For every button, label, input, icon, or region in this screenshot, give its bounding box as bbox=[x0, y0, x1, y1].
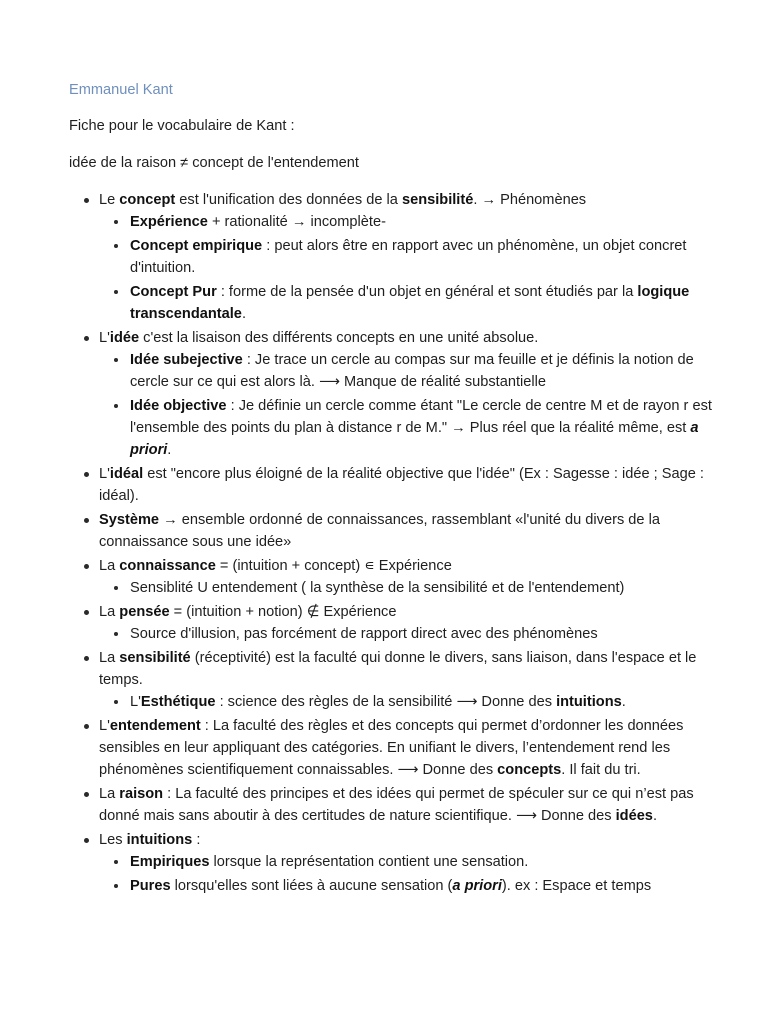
list-item-systeme: Système → ensemble ordonné de connaissances, rassemblant «l'unité du divers de la connaissance sous une idée» bbox=[69, 509, 728, 553]
list-item-connaissance: La connaissance = (intuition + concept) ∊ Expérience Sensiblité U entendement ( la synthèse de la sensibilité et de l'entendement) bbox=[69, 555, 728, 599]
list-item-pures: Pures lorsqu'elles sont liées à aucune sensation (a priori). ex : Espace et temps bbox=[99, 875, 728, 897]
vocabulary-list bbox=[69, 189, 728, 897]
list-item-sensibilite: La sensibilité (réceptivité) est la faculté qui donne le divers, sans liaison, dans l'espace et le temps. L'Esthétique : science des règles de la sensibilité ⟶ Donne des intuitions. bbox=[69, 647, 728, 713]
list-item-concept-empirique: Concept empirique : peut alors être en rapport avec un phénomène, un objet concret d'intuition. bbox=[99, 235, 728, 279]
list-item-empiriques: Empiriques lorsque la représentation contient une sensation. bbox=[99, 851, 728, 873]
list-item-raison: La raison : La faculté des principes et des idées qui permet de spéculer sur ce qui n’est pas donné mais sans aboutir à des certitudes de nature scientifique. ⟶ Donne des idées. bbox=[69, 783, 728, 827]
subtitle-text: idée de la raison ≠ concept de l'entendement bbox=[69, 155, 359, 171]
list-item-concept-pur: Concept Pur : forme de la pensée d'un objet en général et sont étudiés par la logique transcendantale. bbox=[99, 281, 728, 325]
pensee-sublist bbox=[99, 623, 728, 645]
list-item-ideal: L'idéal est "encore plus éloigné de la réalité objective que l'idée" (Ex : Sagesse : idée ; Sage : idéal). bbox=[69, 463, 728, 507]
list-item-entendement: L'entendement : La faculté des règles et des concepts qui permet d’ordonner les données sensibles en leur appliquant des catégories. En unifiant le divers, l’entendement rend les phénomènes scientifiquement connaissables. ⟶ Donne des concepts. Il fait du tri. bbox=[69, 715, 728, 781]
list-item-idee-subjective: Idée subejective : Je trace un cercle au compas sur ma feuille et je définis la notion de cercle sur ce qui est alors là. ⟶ Manque de réalité substantielle bbox=[99, 349, 728, 393]
list-item-idee-objective: Idée objective : Je définie un cercle comme étant "Le cercle de centre M et de rayon r est l'ensemble des points du plan à distance r de M." → Plus réel que la réalité même, est a priori. bbox=[99, 395, 728, 461]
list-item-esthetique: L'Esthétique : science des règles de la sensibilité ⟶ Donne des intuitions. bbox=[99, 691, 728, 713]
list-item-sensiblite-entendement: Sensiblité U entendement ( la synthèse de la sensibilité et de l'entendement) bbox=[99, 577, 728, 599]
list-item-intuitions: Les intuitions : Empiriques lorsque la représentation contient une sensation. Pures lorsqu'elles sont liées à aucune sensation (a priori). ex : Espace et temps bbox=[69, 829, 728, 897]
sensibilite-sublist bbox=[99, 691, 728, 713]
list-item-concept: Le concept est l'unification des données de la sensibilité. → Phénomènes Expérience + rationalité → incomplète- Concept empirique : peut alors être en rapport avec un phénomène, un objet concret d'intuition. Concept Pur : forme de la pensée d'un objet en général et sont étudiés par la logique transcendantale. bbox=[69, 189, 728, 325]
list-item-pensee: La pensée = (intuition + notion) ∉ Expérience Source d'illusion, pas forcément de rapport direct avec des phénomènes bbox=[69, 601, 728, 645]
author-name: Emmanuel Kant bbox=[69, 82, 173, 98]
list-item-idee: L'idée c'est la lisaison des différents concepts en une unité absolue. Idée subejective : Je trace un cercle au compas sur ma feuille et je définis la notion de cercle sur ce qui est alors là. ⟶ Manque de réalité substantielle Idée objective : Je définie un cercle comme étant "Le cercle de centre M et de rayon r est l'ensemble des points du plan à distance r de M." → Plus réel que la réalité même, est a priori. bbox=[69, 327, 728, 461]
list-item-experience: Expérience + rationalité → incomplète- bbox=[99, 211, 728, 233]
intuitions-sublist bbox=[99, 851, 728, 897]
concept-sublist bbox=[99, 211, 728, 325]
idee-sublist bbox=[99, 349, 728, 461]
intro-text: Fiche pour le vocabulaire de Kant : bbox=[69, 118, 295, 134]
list-item-source-illusion: Source d'illusion, pas forcément de rapport direct avec des phénomènes bbox=[99, 623, 728, 645]
connaissance-sublist bbox=[99, 577, 728, 599]
